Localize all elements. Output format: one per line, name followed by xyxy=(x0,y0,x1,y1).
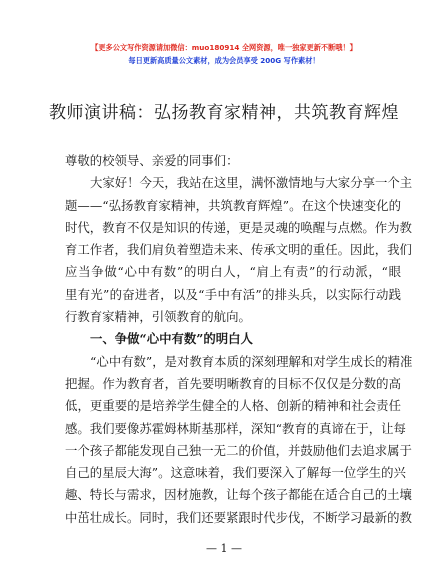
section-heading-1: 一、争做“心中有数”的明白人 xyxy=(90,331,253,347)
paragraph-line: 题——“弘扬教育家精神，共筑教育辉煌”。在这个快速变化的 xyxy=(65,197,401,213)
paragraph-section-1 xyxy=(65,351,413,529)
document-body xyxy=(65,150,413,529)
paragraph-line: 大家好！今天，我站在这里，满怀激情地与大家分享一个主 xyxy=(90,175,413,191)
greeting: 尊敬的校领导、亲爱的同事们： xyxy=(65,153,239,168)
paragraph-line: “心中有数”，是对教育本质的深刻理解和对学生成长的精准 xyxy=(90,353,413,369)
paragraph-line: 把握。作为教育者，首先要明晰教育的目标不仅仅是分数的高 xyxy=(65,375,401,391)
promo-banner-line2: 每日更新高质量公文素材，成为会员享受 200G 写作素材！ xyxy=(128,56,320,65)
document-title: 教师演讲稿：弘扬教育家精神，共筑教育辉煌 xyxy=(49,103,399,123)
paragraph-line: 趣、特长与需求，因材施教，让每个孩子都能在适合自己的土壤 xyxy=(65,487,412,503)
paragraph-line: 一个孩子都能发现自己独一无二的价值，并鼓励他们去追求属于 xyxy=(65,442,412,458)
page-number: — 1 — xyxy=(206,542,242,555)
paragraph-line: 时代，教育不仅是知识的传递，更是灵魂的唤醒与点燃。作为教 xyxy=(65,219,412,235)
paragraph-intro xyxy=(65,172,413,328)
paragraph-line: 低，更重要的是培养学生健全的人格、创新的精神和社会责任 xyxy=(65,398,401,414)
paragraph-line: 育工作者，我们肩负着塑造未来、传承文明的重任。因此，我们 xyxy=(65,242,412,258)
paragraph-line: 里有光”的奋进者，以及“手中有活”的排头兵，以实际行动践 xyxy=(65,286,401,302)
paragraph-line: 感。我们要像苏霍姆林斯基那样，深知“教育的真谛在于，让每 xyxy=(65,420,406,436)
paragraph-line: 应当争做“心中有数”的明白人，“肩上有责”的行动派，“眼 xyxy=(65,264,401,280)
paragraph-line: 中茁壮成长。同时，我们还要紧跟时代步伐，不断学习最新的教 xyxy=(65,509,412,525)
paragraph-line: 行教育家精神，引领教育的航向。 xyxy=(65,309,251,325)
paragraph-line: 自己的星辰大海”。这意味着，我们要深入了解每一位学生的兴 xyxy=(65,465,406,481)
promo-banner-line1: 【更多公文写作资源请加微信：muo180914 全网资源，唯一独家更新不断哦！】 xyxy=(91,43,357,52)
